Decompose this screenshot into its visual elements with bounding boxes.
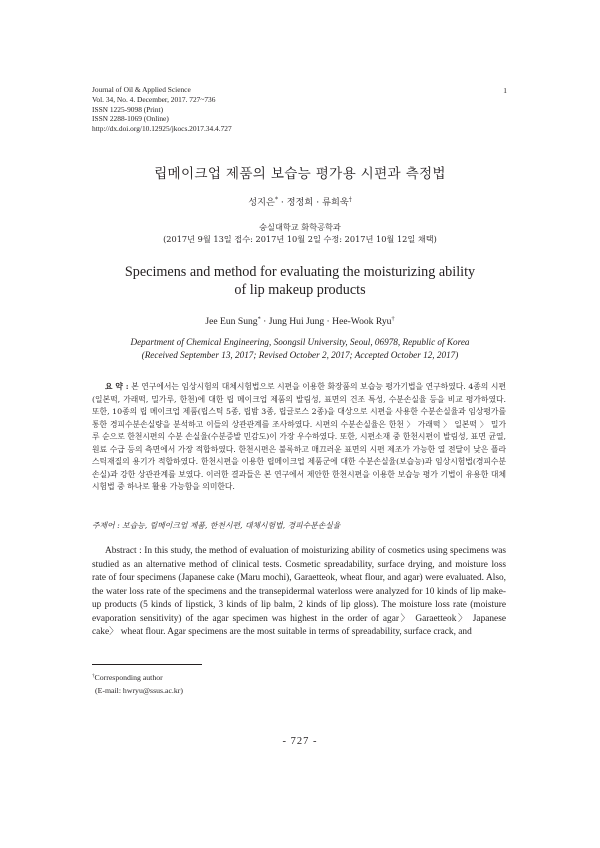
abstract-english: [92, 545, 506, 640]
abstract-english-text: : In this study, the method of evaluation of moisturizing ability of cosmetics using specimens was studied as an alternative method of clinical tests. Cosmetic spreadability, surface drying, and moisture loss rate of four specimens (Japanese cake (Maru mochi), Garaetteok, wheat flour, and agar) were evaluated. Also, the water loss rate of the specimens and the transepidermal waterloss were analyzed for 10 kinds of lip make-up products (5 kinds of lipstick, 3 kinds of lip balm, 2 kinds of lip gloss). The moisture loss rate (moisture evaporation sensitivity) of the agar specimen was highest in the order of agar〉 Garaetteok〉 Japanese cake〉 wheat flour. Agar specimens are the most suitable in terms of spreadability, surface crack, and: [92, 546, 506, 637]
author-1-mark-ko: *: [274, 196, 278, 204]
title-english: [0, 264, 600, 299]
dates-korean: (2017년 9월 13일 접수: 2017년 10월 2일 수정: 2017년 10월 12일 채택): [163, 234, 437, 244]
footnote-corresponding: [92, 672, 183, 685]
page-number-top: 1: [503, 86, 507, 95]
authors-english: [0, 316, 600, 327]
abstract-korean: [92, 381, 506, 494]
footnote-text: Corresponding author: [94, 673, 163, 682]
abstract-korean-text: 본 연구에서는 임상시험의 대체시험법으로 시편을 이용한 화장품의 보습능 평가기법을 연구하였다. 4종의 시편(일본떡, 가래떡, 밀가루, 한천)에 대한 립 메이크업 제품의 발림성, 표면의 건조 특성, 수분손실율 등을 비교 평가하였다. 또한, 10종의 립 메이크업 제품(립스틱 5종, 립밤 3종, 립글로스 2종)을 대상으로 시편을 사용한 수분손실율과 임상평가를 통한 경피수분손실량을 분석하고 이들의 상관관계를 조사하였다. 시편의 수분손실율은 한천 〉 가래떡 〉 일본떡 〉 밀가루 순으로 한천시편의 수분 손실율(수분증발 민감도)이 가장 우수하였다. 또한, 시편소재 중 한천시편이 발림성, 표면 균열, 원료 수급 등의 측면에서 가장 적합하였다. 한천시편은 불록하고 매끄러운 표면의 시편 제조가 가능한 열 전달이 낮은 플라스틱재질의 용기가 적합하였다. 한천시편을 이용한 립메이크업 제품군에 대한 수분손실율(보습능)과 임상시험법(경피수분손실)과 강한 상관관계를 보였다. 이러한 결과들은 본 연구에서 제안한 한천시편을 이용한 보습능 평가 기법이 유용한 대체시험법 중 하나로 활용 가능함을 의미한다.: [92, 382, 506, 491]
footnote-mark: †: [92, 672, 95, 679]
abstract-korean-label: 요 약 :: [105, 382, 129, 391]
author-1-ko: 성지은: [248, 197, 275, 208]
footnote-divider: [92, 664, 202, 665]
author-3-mark-ko: †: [348, 196, 352, 204]
affiliation-english: [0, 336, 600, 361]
page-number-bottom: - 727 -: [282, 736, 318, 747]
title-english-line-1: Specimens and method for evaluating the moisturizing ability: [124, 264, 476, 280]
journal-info: [92, 85, 232, 134]
authors-korean: [0, 194, 600, 208]
journal-volume: Vol. 34, No. 4. December, 2017. 727~736: [92, 94, 216, 104]
title-korean: 립메이크업 제품의 보습능 평가용 시편과 측정법: [154, 166, 446, 182]
issn-print: ISSN 1225-9098 (Print): [92, 104, 164, 114]
title-english-line-2: of lip makeup products: [234, 281, 366, 298]
journal-name: Journal of Oil & Applied Science: [92, 85, 191, 94]
keywords-korean: 주제어 : 보습능, 립메이크업 제품, 한천시편, 대체시험법, 경피수분손실율: [92, 521, 341, 530]
author-3-ko: 류희욱: [322, 197, 349, 208]
author-1-en: Jee Eun Sung: [205, 316, 258, 327]
received-dates-english: (Received September 13, 2017; Revised October 2, 2017; Accepted October 12, 2017): [141, 349, 459, 360]
footnote-email[interactable]: (E-mail: hwryu@ssus.ac.kr): [95, 685, 183, 695]
affiliation-korean: 숭실대학교 화학공학과: [259, 222, 341, 232]
author-separator-ko: · 정정희 ·: [277, 197, 323, 208]
affiliation-english-line-1: Department of Chemical Engineering, Soongsil University, Seoul, 06978, Republic of Korea: [130, 337, 470, 347]
author-1-mark-en: *: [257, 315, 261, 323]
footnote: [92, 672, 183, 697]
abstract-english-label: Abstract: [105, 546, 137, 556]
issn-online: ISSN 2288-1069 (Online): [92, 114, 169, 124]
author-3-mark-en: †: [391, 315, 395, 323]
doi-link[interactable]: http://dx.doi.org/10.12925/jkocs.2017.34.4.727: [92, 124, 232, 134]
author-rest-en: · Jung Hui Jung · Hee-Wook Ryu: [260, 316, 392, 327]
